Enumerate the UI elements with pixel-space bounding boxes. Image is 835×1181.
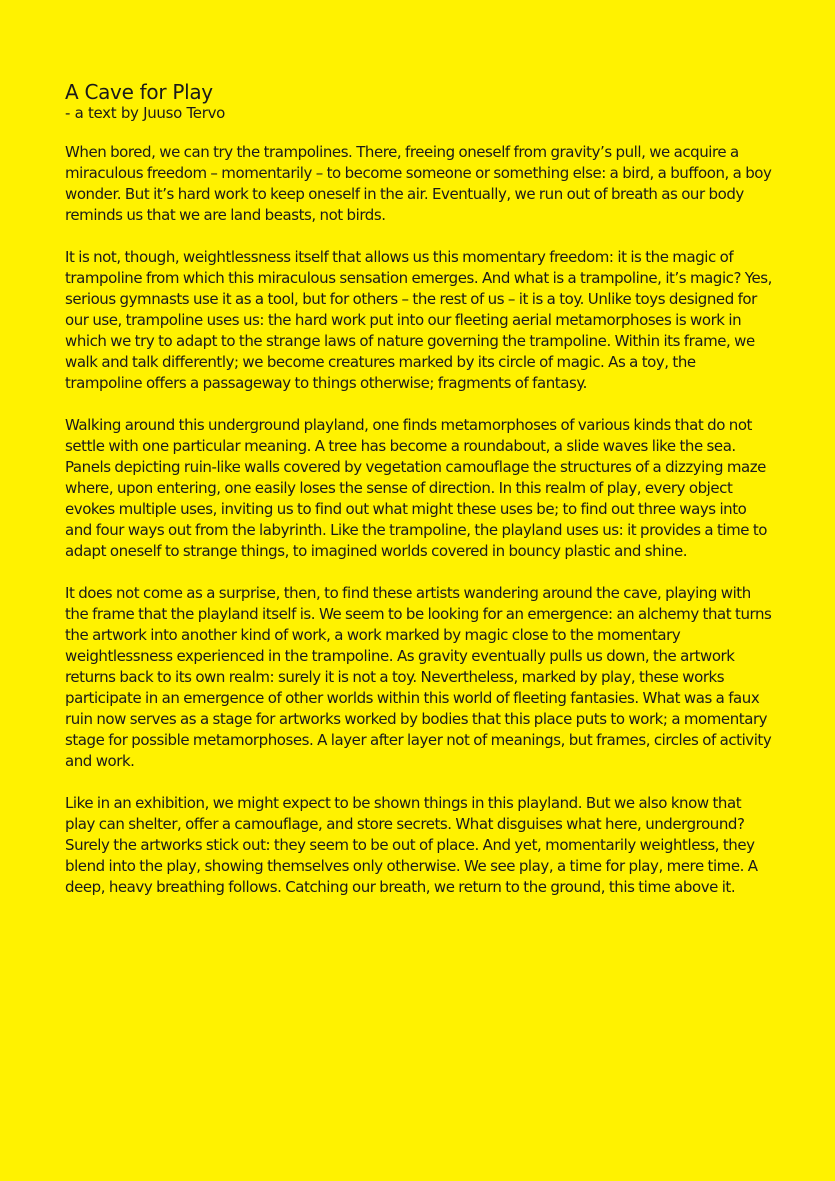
document-byline: - a text by Juuso Tervo	[65, 104, 226, 122]
paragraph-3: Walking around this underground playland, one finds metamorphoses of various kinds that do not settle with one particular meaning. A tree has become a roundabout, a slide waves like the sea. Panels depicting ruin-like walls covered by vegetation camouflage the structures of a dizzying maze where, upon entering, one easily loses the sense of direction. In this realm of play, every object evokes multiple uses, inviting us to find out what might these uses be; to find out three ways into and four ways out from the labyrinth. Like the trampoline, the playland uses us: it provides a time to adapt oneself to strange things, to imagined worlds covered in bouncy plastic and shine.	[65, 416, 768, 560]
document-page	[65, 80, 773, 919]
paragraph-1: When bored, we can try the trampolines. There, freeing oneself from gravity’s pull, we acquire a miraculous freedom – momentarily – to become someone or something else: a bird, a buffoon, a boy wonder. But it’s hard work to keep oneself in the air. Eventually, we run out of breath as our body reminds us that we are land beasts, not birds.	[65, 143, 772, 224]
paragraph-2: It is not, though, weightlessness itself that allows us this momentary freedom: it is the magic of trampoline from which this miraculous sensation emerges. And what is a trampoline, it’s magic? Yes, serious gymnasts use it as a tool, but for others – the rest of us – it is a toy. Unlike toys designed for our use, trampoline uses us: the hard work put into our fleeting aerial metamorphoses is work in which we try to adapt to the strange laws of nature governing the trampoline. Within its frame, we walk and talk differently; we become creatures marked by its circle of magic. As a toy, the trampoline offers a passageway to things otherwise; fragments of fantasy.	[65, 248, 772, 392]
document-title: A Cave for Play	[65, 80, 213, 104]
paragraph-4: It does not come as a surprise, then, to find these artists wandering around the cave, playing with the frame that the playland itself is. We seem to be looking for an emergence: an alchemy that turns the artwork into another kind of work, a work marked by magic close to the momentary weightlessness experienced in the trampoline. As gravity eventually pulls us down, the artwork returns back to its own realm: surely it is not a toy. Nevertheless, marked by play, these works participate in an emergence of other worlds within this world of fleeting fantasies. What was a faux ruin now serves as a stage for artworks worked by bodies that this place puts to work; a momentary stage for possible metamorphoses. A layer after layer not of meanings, but frames, circles of activity and work.	[65, 584, 772, 770]
paragraph-5: Like in an exhibition, we might expect to be shown things in this playland. But we also know that play can shelter, offer a camouflage, and store secrets. What disguises what here, underground? Surely the artworks stick out: they seem to be out of place. And yet, momentarily weightless, they blend into the play, showing themselves only otherwise. We see play, a time for play, mere time. A deep, heavy breathing follows. Catching our breath, we return to the ground, this time above it.	[65, 794, 758, 896]
